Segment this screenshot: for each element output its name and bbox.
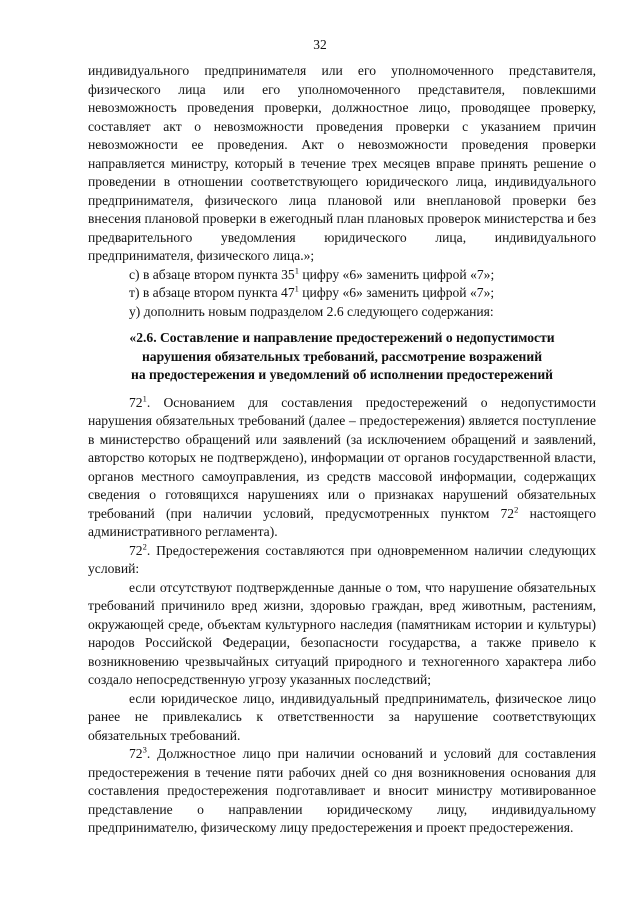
heading-line-3: на предостережения и уведомлений об исполнении предостережений — [130, 367, 554, 382]
paragraph-72-1: $72^1$. Основанием для составления предостережений о недопустимости нарушения обязательных требований (далее – предостережения) является поступление в министерство обращений или заявлений (за исключением обращений и заявлений, авторство которых не подтверждено), информации от органов государственной власти, органов местного самоуправления, из средств массовой информации, содержащих сведения о готовящихся нарушениях или о признаках нарушений обязательных требований (при наличии условий, предусмотренных пунктом $72^2$ настоящего административного регламента). — [88, 392, 596, 539]
amendment-c: с) в абзаце втором пункта $35^1$ цифру «6» заменить цифрой «7»; — [129, 264, 495, 282]
condition-2: если юридическое лицо, индивидуальный предприниматель, физическое лицо ранее не привлекались к ответственности за нарушение соответствующих обязательных требований. — [88, 690, 596, 743]
amendment-u: у) дополнить новым подразделом 2.6 следующего содержания: — [129, 303, 494, 319]
paragraph-72-3: $72^3$. Должностное лицо при наличии оснований и условий для составления предостережения в течение пяти рабочих дней со дня возникновения основания для составления предостережения подготавливает и вносит министру мотивированное представление о направлении юридическому лицу, индивидуальному предпринимателю, физическому лицу предостережения и проект предостережения. — [88, 744, 596, 835]
condition-1: если отсутствуют подтвержденные данные о том, что нарушение обязательных требований причинило вред жизни, здоровью граждан, вред животным, растениям, окружающей среде, объектам культурного наследия (памятникам истории и культуры) народов Российской Федерации, безопасности государства, а также привело к возникновению чрезвычайных ситуаций природного и техногенного характера либо создало непосредственную угрозу указанных последствий; — [88, 579, 596, 687]
amendment-t: т) в абзаце втором пункта $47^1$ цифру «6» заменить цифрой «7»; — [129, 283, 495, 300]
section-heading — [88, 329, 596, 385]
intro-paragraph: индивидуального предпринимателя или его уполномоченного представителя, физического лица или его уполномоченного представителя, повлекшими невозможность проведения проверки, должностное лицо, проводящее проверку, составляет акт о невозможности проведения проверки с указанием причин невозможности ее проведения. Акт о невозможности проведения проверки направляется министру, который в течение трех месяцев вправе принять решение о проведении в отношении соответствующего юридического лица, индивидуального предпринимателя, физического лица плановой или внеплановой проверки без внесения плановой проверки в ежегодный план плановых проверок министерства и без предварительного уведомления юридического лица, индивидуального предпринимателя, физического лица.»; — [88, 63, 596, 263]
heading-line-1: «2.6. Составление и направление предостережений о недопустимости — [129, 330, 555, 345]
document-body — [88, 62, 596, 838]
paragraph-72-2: $72^2$. Предостережения составляются при одновременном наличии следующих условий: — [88, 540, 596, 576]
page-number: 32 — [313, 37, 327, 52]
heading-line-2: нарушения обязательных требований, рассмотрение возражений — [141, 348, 543, 364]
